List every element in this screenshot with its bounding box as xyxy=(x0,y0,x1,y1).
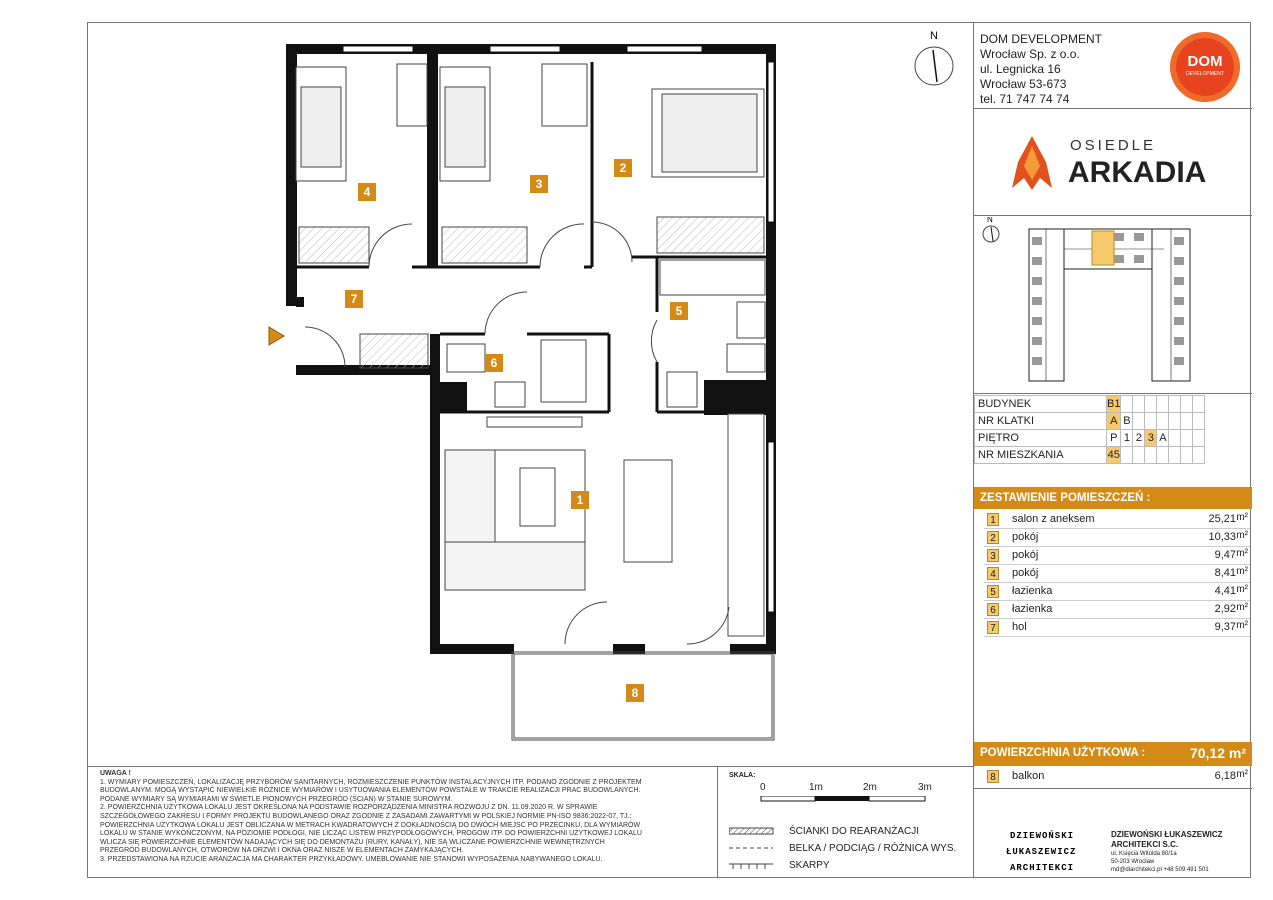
room-name: pokój xyxy=(1012,567,1039,579)
room-row xyxy=(984,601,1250,619)
room-number: 5 xyxy=(987,585,999,598)
notes-line: LOKALU W STANIE WYKOŃCZONYM, NA POZIOMIE PODŁOGI, NIE LICZĄC LISTEW PRZYPODŁOGOWYCH, PROGÓW ITP. DO POWIERZCHNI UŻYTKOWEJ LOKALU xyxy=(100,830,642,838)
legend-icons xyxy=(729,826,777,876)
room-unit: m² xyxy=(1236,620,1248,631)
klatka-a: A xyxy=(1107,413,1121,430)
company-info xyxy=(980,32,1102,107)
scale-tick-2: 2m xyxy=(863,782,877,793)
room-row xyxy=(984,529,1250,547)
room-unit: m² xyxy=(1236,566,1248,577)
room-name: salon z aneksem xyxy=(1012,513,1095,525)
scale-tick-3: 3m xyxy=(918,782,932,793)
room-area: 25,21 xyxy=(1208,513,1236,525)
klatka-b: B xyxy=(1121,413,1133,430)
room-row xyxy=(984,619,1250,637)
room-label-8: 8 xyxy=(626,684,644,702)
pietro-3: 3 xyxy=(1145,430,1157,447)
notes-line: 3. PRZEDSTAWIONA NA RZUCIE ARANŻACJA MA CHARAKTER PRZYKŁADOWY. UMEBLOWANIE NIE STANOWI WYPOSAŻENIA NABYWANEGO LOKALU. xyxy=(100,855,603,863)
room-name: łazienka xyxy=(1012,603,1053,615)
zestawienie-header: ZESTAWIENIE POMIESZCZEŃ : xyxy=(974,487,1252,509)
company-name: DOM DEVELOPMENT xyxy=(980,32,1103,46)
room-label-4: 4 xyxy=(358,183,376,201)
svg-text:DZIEWOŃSKI: DZIEWOŃSKI xyxy=(1010,831,1075,841)
legend-belka: BELKA / PODCIĄG / RÓŻNICA WYS. xyxy=(789,843,957,854)
room-label-5: 5 xyxy=(670,302,688,320)
svg-text:ARCHITEKCI: ARCHITEKCI xyxy=(1010,863,1075,872)
powierzchnia-label: POWIERZCHNIA UŻYTKOWA : xyxy=(980,747,1146,759)
svg-text:ŁUKASZEWICZ: ŁUKASZEWICZ xyxy=(1006,847,1077,857)
balkon-unit: m² xyxy=(1236,769,1248,780)
balkon-number: 8 xyxy=(987,770,999,783)
room-row xyxy=(984,511,1250,529)
architect-address: ul. Księcia Witolda 80/1a xyxy=(1111,851,1177,857)
pietro-label: PIĘTRO xyxy=(975,430,1107,447)
room-number: 2 xyxy=(987,531,999,544)
room-area: 4,41 xyxy=(1214,585,1236,597)
room-name: pokój xyxy=(1012,549,1039,561)
notes-line: WLICZA SIĘ POWIERZCHNIE ELEMENTÓW NADAJĄCYCH SIĘ DO DEMONTAŻU (RURY, KANAŁY), NIE SĄ WLICZANE POWIERZCHNIE WEWNĘTRZNYCH xyxy=(100,838,605,846)
architect-name: DZIEWOŃSKI ŁUKASZEWICZ xyxy=(1111,830,1223,839)
budynek-label: BUDYNEK xyxy=(975,396,1107,413)
architect-city: 50-203 Wrocław xyxy=(1111,859,1155,865)
room-label-3: 3 xyxy=(530,175,548,193)
entrance-arrow-icon xyxy=(269,327,284,345)
room-number: 7 xyxy=(987,621,999,634)
room-area: 9,37 xyxy=(1214,621,1236,633)
room-area: 8,41 xyxy=(1214,567,1236,579)
svg-text:ARKADIA: ARKADIA xyxy=(1068,156,1207,189)
architect-logo xyxy=(1004,828,1100,872)
pietro-1: 1 xyxy=(1121,430,1133,447)
legend-skarpy: SKARPY xyxy=(789,860,830,871)
pietro-p: P xyxy=(1107,430,1121,447)
sidebar xyxy=(973,22,1251,878)
room-label-7: 7 xyxy=(345,290,363,308)
company-address: ul. Legnicka 16 xyxy=(980,62,1061,76)
room-unit: m² xyxy=(1236,548,1248,559)
architect-name2: ARCHITEKCI S.C. xyxy=(1111,840,1179,849)
notes-line: SZCZEGÓŁOWEGO ZAKRESU I FORMY PROJEKTU BUDOWLANEGO ORAZ ZGODNIE Z ZASADAMI ZAWARTYMI W POLSKIEJ NORMIE PN-ISO 9836:2022-07, TJ.: xyxy=(100,812,632,820)
architect-contact: md@dlarchitekci.pl +48 509 491 501 xyxy=(1111,867,1209,873)
room-label-2: 2 xyxy=(614,159,632,177)
balkon-name: balkon xyxy=(1012,770,1045,782)
legend-rearanzacja: ŚCIANKI DO REARANŻACJI xyxy=(789,826,920,837)
notes-block xyxy=(100,770,700,865)
notes-line: 2. POWIERZCHNIA UŻYTKOWA LOKALU JEST OKREŚLONA NA PODSTAWIE ROZPORZĄDZENIA MINISTRA ROZWOJU Z DN. 11.09.2020 R. W SPRAWIE xyxy=(100,804,598,812)
svg-text:N: N xyxy=(987,217,993,224)
room-number: 6 xyxy=(987,603,999,616)
building-key-plan xyxy=(974,217,1252,393)
apartment-info-table xyxy=(974,395,1205,464)
scale-title: SKALA: xyxy=(729,772,756,779)
svg-text:DOM: DOM xyxy=(1187,53,1223,70)
compass-label: N xyxy=(930,30,938,42)
mieszkanie-value: 45 xyxy=(1107,447,1121,464)
powierzchnia-value: 70,12 m² xyxy=(1189,745,1246,761)
svg-text:OSIEDLE: OSIEDLE xyxy=(1070,137,1157,154)
architect-block xyxy=(974,822,1252,878)
klatka-label: NR KLATKI xyxy=(975,413,1107,430)
room-row xyxy=(984,547,1250,565)
budynek-value: B1 xyxy=(1107,396,1121,413)
room-number: 3 xyxy=(987,549,999,562)
room-label-6: 6 xyxy=(485,354,503,372)
notes-line: 1. WYMIARY POMIESZCZEŃ, LOKALIZACJĘ PRZYBORÓW SANITARNYCH, ROZMIESZCZENIE PUNKTÓW INSTALACYJNYCH ITP. PODANO ZGODNIE Z PROJEKTEM xyxy=(100,778,642,786)
room-unit: m² xyxy=(1236,530,1248,541)
room-name: łazienka xyxy=(1012,585,1053,597)
room-row xyxy=(984,583,1250,601)
room-area: 2,92 xyxy=(1214,603,1236,615)
company-city: Wrocław 53-673 xyxy=(980,77,1067,91)
room-unit: m² xyxy=(1236,584,1248,595)
pietro-2: 2 xyxy=(1133,430,1145,447)
scale-bar xyxy=(759,796,939,802)
scale-legend xyxy=(729,770,969,880)
apartment-highlight xyxy=(1092,231,1114,265)
scale-tick-1: 1m xyxy=(809,782,823,793)
notes-line: POWIERZCHNIA UŻYTKOWA LOKALU JEST OBLICZANA W METRACH KWADRATOWYCH Z DOKŁADNOŚCIĄ DO DWÓCH MIEJSC PO PRZECINKU, DLA WYMIARÓW xyxy=(100,821,641,829)
notes-line: PODANE WYMIARY SĄ WYMIARAMI W ŚWIETLE PIONOWYCH PRZEGRÓD (ŚCIAN) W STANIE SUROWYM. xyxy=(100,795,453,803)
svg-text:DEVELOPMENT: DEVELOPMENT xyxy=(1186,71,1224,77)
notes-title: UWAGA ! xyxy=(100,770,131,777)
room-unit: m² xyxy=(1236,602,1248,613)
room-number: 4 xyxy=(987,567,999,580)
compass-icon xyxy=(913,28,957,94)
company-line2: Wrocław Sp. z o.o. xyxy=(980,47,1080,61)
pietro-a: A xyxy=(1157,430,1169,447)
mieszkanie-label: NR MIESZKANIA xyxy=(975,447,1107,464)
powierzchnia-uzytkowa xyxy=(974,742,1252,766)
room-label-1: 1 xyxy=(571,491,589,509)
room-name: pokój xyxy=(1012,531,1039,543)
room-row xyxy=(984,565,1250,583)
notes-line: PRZEGRÓD BUDOWLANYCH, OTWORÓW NA DRZWI I OKNA ORAZ NISZE W ELEMENTACH ZAMYKAJĄCYCH. xyxy=(100,847,464,855)
floor-plan xyxy=(87,22,973,766)
room-area: 9,47 xyxy=(1214,549,1236,561)
room-unit: m² xyxy=(1236,512,1248,523)
notes-line: BUDOWLANYM. MOGĄ WYSTĄPIĆ NIEWIELKIE RÓŻNICE WYMIARÓW I USYTUOWANIA ELEMENTÓW POWSTAŁE W TRAKCIE REALIZACJI PRAC BUDOWLANYCH. xyxy=(100,787,641,795)
company-phone: tel. 71 747 74 74 xyxy=(980,92,1070,106)
osiedle-arkadia-logo xyxy=(1010,132,1220,194)
room-name: hol xyxy=(1012,621,1027,633)
room-number: 1 xyxy=(987,513,999,526)
room-area: 10,33 xyxy=(1208,531,1236,543)
scale-tick-0: 0 xyxy=(760,782,766,793)
balkon-row xyxy=(984,768,1250,786)
balkon-area: 6,18 xyxy=(1214,770,1236,782)
dom-development-logo xyxy=(1168,30,1242,104)
